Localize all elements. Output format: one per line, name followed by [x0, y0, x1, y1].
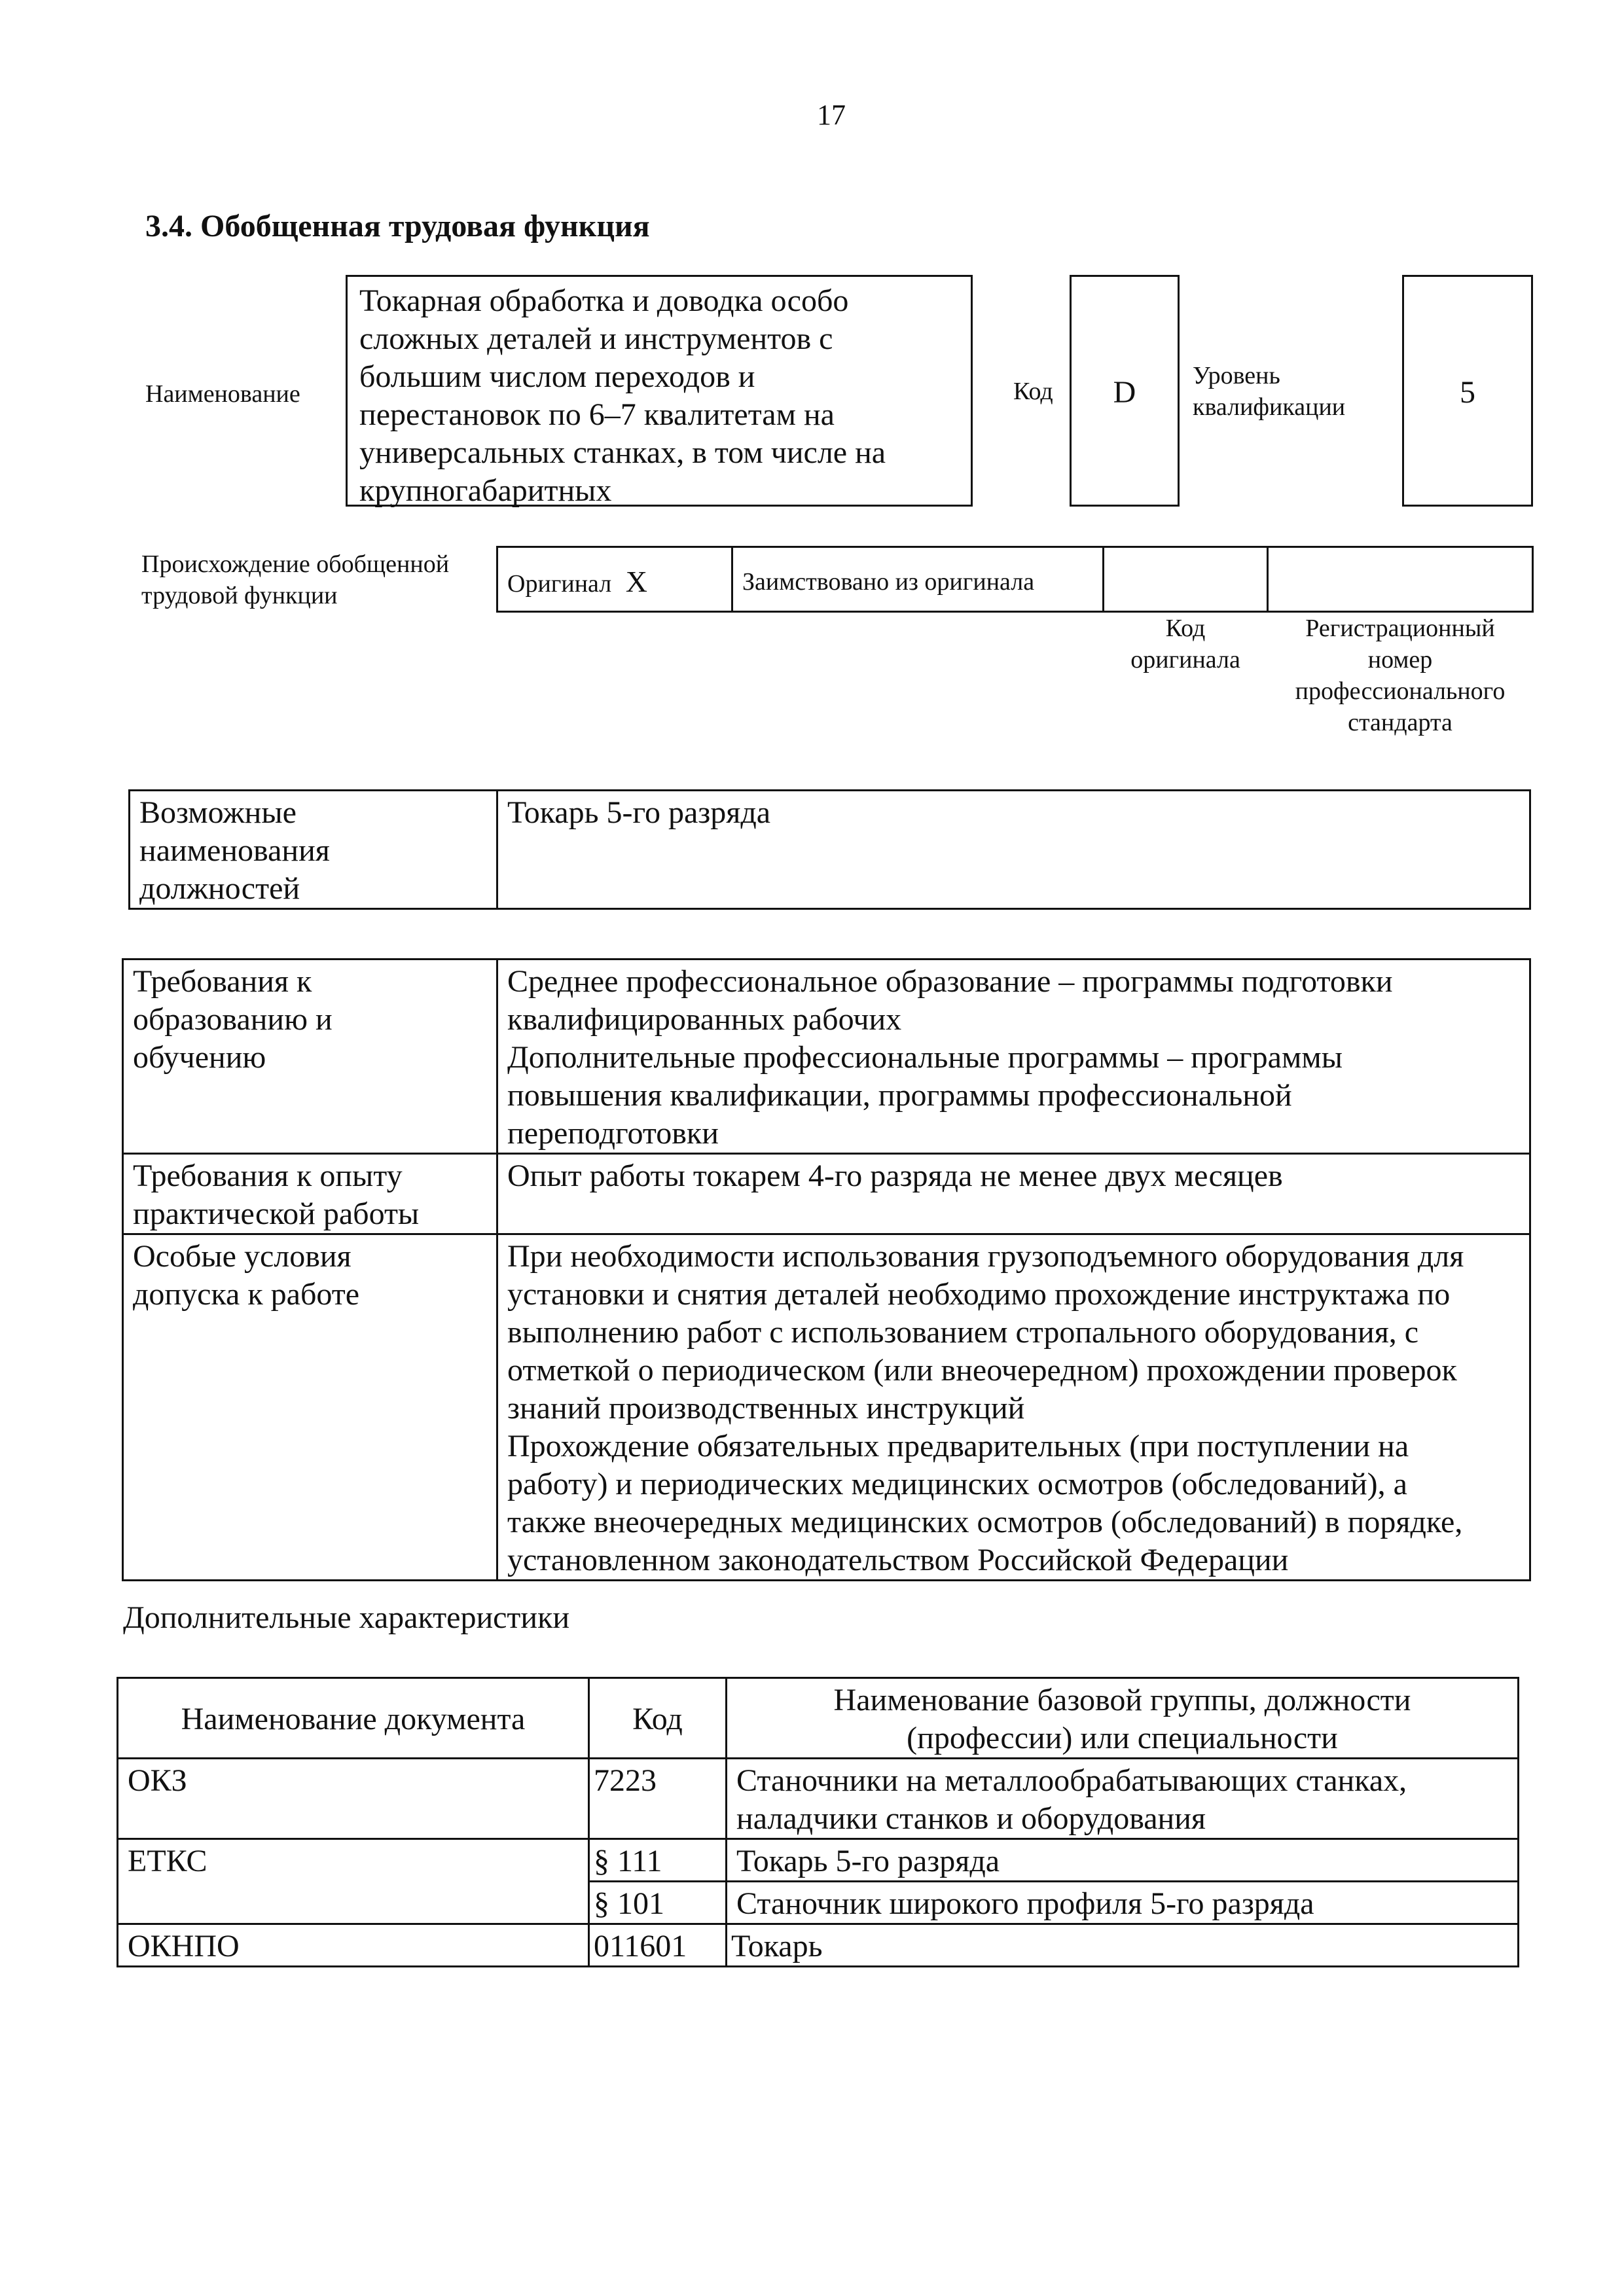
original-label: Оригинал — [507, 570, 612, 598]
positions-label-line: Возможные — [139, 795, 297, 830]
requirement-value-line: Опыт работы токарем 4-го разряда не менее двух месяцев — [507, 1158, 1283, 1193]
additional-title: Дополнительные характеристики — [123, 1600, 570, 1635]
doc-header-cell — [118, 1678, 589, 1759]
table-row — [123, 960, 1530, 1154]
registration-number-caption — [1267, 613, 1534, 738]
origin-label — [141, 548, 449, 611]
positions-label-cell — [130, 791, 497, 909]
group-value-line: Станочники на металлообрабатывающих станках, — [736, 1763, 1407, 1798]
group-header-line: (профессии) или специальности — [907, 1721, 1338, 1755]
table-row — [123, 1234, 1530, 1581]
qualification-level-label — [1193, 360, 1345, 423]
registration-number-cell[interactable] — [1267, 546, 1534, 613]
requirement-label-line: образованию и — [133, 1002, 333, 1037]
requirement-value-line: При необходимости использования грузоподъемного оборудования для — [507, 1239, 1464, 1274]
group-cell — [727, 1924, 1519, 1967]
group-header-line: Наименование базовой группы, должности — [833, 1683, 1411, 1717]
requirement-label-line: допуска к работе — [133, 1277, 360, 1312]
name-label: Наименование — [145, 380, 300, 408]
code-cell — [589, 1759, 727, 1839]
page-number: 17 — [817, 99, 846, 131]
doc-value: ЕТКС — [128, 1844, 208, 1878]
doc-header: Наименование документа — [181, 1702, 526, 1736]
function-name-line: перестановок по 6–7 квалитетам на — [359, 397, 835, 432]
function-name-line: сложных деталей и инструментов с — [359, 321, 833, 356]
qualification-level-value: 5 — [1460, 375, 1475, 410]
requirement-label-line: Требования к опыту — [133, 1158, 403, 1193]
positions-value: Токарь 5-го разряда — [507, 795, 771, 830]
table-row — [118, 1759, 1519, 1839]
requirement-value-line: отметкой о периодическом (или внеочередном) прохождении проверок — [507, 1353, 1457, 1388]
code-value: 7223 — [594, 1763, 657, 1798]
requirement-label-line: Особые условия — [133, 1239, 352, 1274]
group-value-line: Токарь 5-го разряда — [736, 1844, 1000, 1878]
education-value-cell — [497, 960, 1530, 1154]
caption-line: стандарта — [1348, 709, 1453, 736]
section-title: 3.4. Обобщенная трудовая функция — [145, 209, 650, 243]
requirement-value-line: переподготовки — [507, 1116, 719, 1151]
positions-table — [128, 789, 1531, 910]
origin-label-line: трудовой функции — [141, 582, 338, 609]
additional-table — [117, 1677, 1519, 1967]
group-cell — [727, 1759, 1519, 1839]
original-code-cell[interactable] — [1102, 546, 1269, 613]
positions-label-line: наименования — [139, 833, 330, 868]
group-cell — [727, 1839, 1519, 1882]
requirement-value-line: работу) и периодических медицинских осмотров (обследований), а — [507, 1467, 1407, 1501]
function-name-line: универсальных станках, в том числе на — [359, 435, 886, 470]
requirement-value-line: повышения квалификации, программы профессиональной — [507, 1078, 1292, 1113]
qualification-level-label-line: квалификации — [1193, 393, 1346, 421]
special-conditions-label-cell — [123, 1234, 497, 1581]
original-cell[interactable] — [496, 546, 733, 613]
table-row — [123, 1154, 1530, 1234]
group-value-line: Токарь — [731, 1929, 823, 1964]
requirement-value-line: Прохождение обязательных предварительных (при поступлении на — [507, 1429, 1409, 1463]
code-value: D — [1113, 375, 1136, 410]
requirement-value-line: Дополнительные профессиональные программы – программы — [507, 1040, 1343, 1075]
table-row — [118, 1924, 1519, 1967]
requirement-label-line: обучению — [133, 1040, 266, 1075]
caption-line: номер — [1367, 646, 1433, 673]
code-box — [1070, 275, 1180, 507]
code-label: Код — [1013, 378, 1053, 405]
requirement-value-line: установки и снятия деталей необходимо прохождение инструктажа по — [507, 1277, 1451, 1312]
caption-line: оригинала — [1130, 646, 1240, 673]
caption-line: Регистрационный — [1305, 615, 1495, 642]
requirement-value-line: квалифицированных рабочих — [507, 1002, 902, 1037]
code-header-cell — [589, 1678, 727, 1759]
doc-cell — [118, 1882, 589, 1924]
code-value: 011601 — [594, 1929, 687, 1964]
positions-value-cell — [497, 791, 1530, 909]
requirements-table — [122, 958, 1531, 1581]
doc-cell — [118, 1839, 589, 1882]
requirement-value-line: установленном законодательством Российской Федерации — [507, 1543, 1289, 1577]
experience-value-cell — [497, 1154, 1530, 1234]
doc-cell — [118, 1759, 589, 1839]
function-name-line: Токарная обработка и доводка особо — [359, 283, 849, 318]
original-mark: X — [625, 565, 647, 598]
experience-label-cell — [123, 1154, 497, 1234]
origin-label-line: Происхождение обобщенной — [141, 550, 450, 578]
qualification-level-label-line: Уровень — [1193, 362, 1280, 389]
positions-label-line: должностей — [139, 871, 300, 906]
code-cell — [589, 1924, 727, 1967]
original-code-caption — [1102, 613, 1269, 675]
code-value: § 111 — [594, 1844, 662, 1878]
qualification-level-box — [1402, 275, 1533, 507]
requirement-label-line: Требования к — [133, 964, 312, 999]
table-row — [130, 791, 1530, 909]
code-cell — [589, 1882, 727, 1924]
function-name-line: крупногабаритных — [359, 473, 612, 508]
table-row — [118, 1839, 1519, 1882]
group-value-line: наладчики станков и оборудования — [736, 1801, 1206, 1836]
requirement-value-line: Среднее профессиональное образование – программы подготовки — [507, 964, 1393, 999]
code-cell — [589, 1839, 727, 1882]
requirement-value-line: знаний производственных инструкций — [507, 1391, 1025, 1426]
function-name-line: большим числом переходов и — [359, 359, 755, 394]
code-value: § 101 — [594, 1886, 664, 1921]
group-value-line: Станочник широкого профиля 5-го разряда — [736, 1886, 1314, 1921]
code-header: Код — [632, 1702, 683, 1736]
doc-value: ОКНПО — [128, 1929, 240, 1964]
caption-line: профессионального — [1295, 677, 1506, 705]
function-name-box — [346, 275, 973, 507]
table-header-row — [118, 1678, 1519, 1759]
requirement-value-line: выполнению работ с использованием стропального оборудования, с — [507, 1315, 1419, 1350]
doc-cell — [118, 1924, 589, 1967]
caption-line: Код — [1165, 615, 1206, 642]
doc-value: ОКЗ — [128, 1763, 187, 1798]
table-row — [118, 1882, 1519, 1924]
borrowed-cell[interactable] — [731, 546, 1104, 613]
borrowed-label: Заимствовано из оригинала — [742, 568, 1035, 596]
requirement-value-line: также внеочередных медицинских осмотров (обследований) в порядке, — [507, 1505, 1463, 1539]
requirement-label-line: практической работы — [133, 1196, 420, 1231]
special-conditions-value-cell — [497, 1234, 1530, 1581]
education-label-cell — [123, 960, 497, 1154]
group-cell — [727, 1882, 1519, 1924]
group-header-cell — [727, 1678, 1519, 1759]
